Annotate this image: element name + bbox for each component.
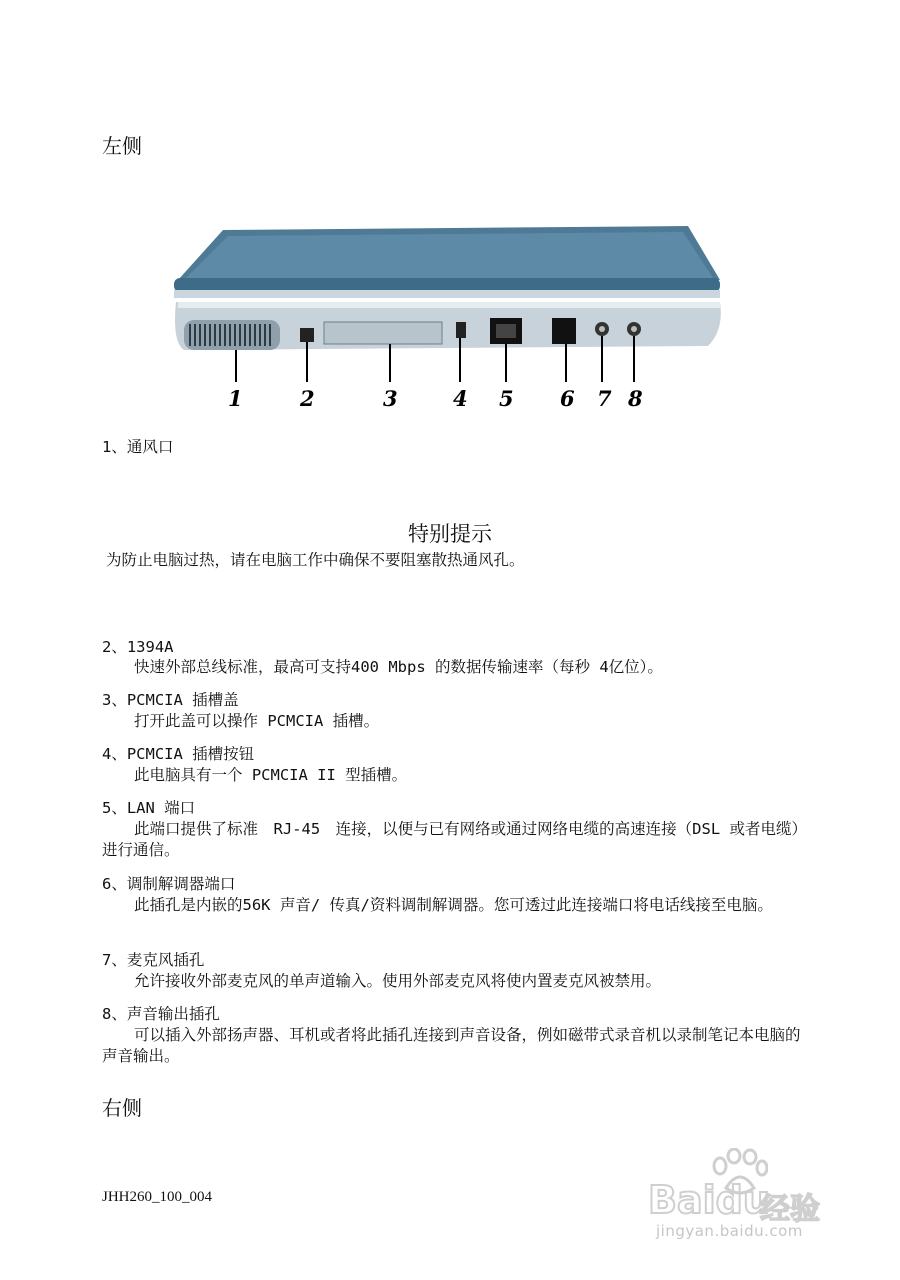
item-6-desc: 此插孔是内嵌的56K 声音/ 传真/资料调制解调器。您可透过此连接端口将电话线接至电脑。 (134, 896, 773, 914)
watermark-brand-2: du (715, 1178, 770, 1222)
notice-title: 特别提示 (408, 522, 492, 546)
baidu-jingyan-watermark (642, 1148, 842, 1238)
item-2-desc: 快速外部总线标准，最高可支持400 Mbps 的数据传输速率（每秒 4亿位）。 (134, 658, 663, 676)
callout-7: 7 (597, 386, 612, 411)
watermark-cn: 经验 (760, 1192, 820, 1227)
item-4-title: 4、PCMCIA 插槽按钮 (102, 745, 255, 763)
item-5-title: 5、LAN 端口 (102, 799, 196, 817)
item-4-desc: 此电脑具有一个 PCMCIA II 型插槽。 (134, 766, 408, 784)
document-code: JHH260_100_004 (102, 1189, 213, 1205)
callout-8: 8 (628, 386, 643, 411)
callout-4: 4 (453, 386, 468, 411)
item-8-title: 8、声音输出插孔 (102, 1005, 220, 1023)
callout-2: 2 (300, 386, 315, 411)
item-2-title: 2、1394A (102, 638, 174, 656)
heading-left-side: 左侧 (102, 134, 142, 158)
item-7-desc: 允许接收外部麦克风的单声道输入。使用外部麦克风将使内置麦克风被禁用。 (134, 972, 662, 990)
item-8-desc: 可以插入外部扬声器、耳机或者将此插孔连接到声音设备，例如磁带式录音机以录制笔记本电脑的声音输出。 (102, 1026, 801, 1065)
heading-right-side: 右侧 (102, 1096, 142, 1120)
item-1-title: 1、通风口 (102, 438, 174, 456)
callout-3: 3 (383, 386, 398, 411)
notice-body: 为防止电脑过热，请在电脑工作中确保不要阻塞散热通风孔。 (106, 551, 525, 569)
callout-5: 5 (499, 386, 514, 411)
laptop-left-side-figure (168, 222, 728, 422)
item-3-title: 3、PCMCIA 插槽盖 (102, 691, 239, 709)
item-7-title: 7、麦克风插孔 (102, 951, 205, 969)
item-5-desc: 此端口提供了标准 RJ-45 连接，以便与已有网络或通过网络电缆的高速连接（DSL 或者电缆）进行通信。 (102, 820, 800, 859)
watermark-brand: Bai (648, 1178, 716, 1222)
item-6-title: 6、调制解调器端口 (102, 875, 236, 893)
item-3-desc: 打开此盖可以操作 PCMCIA 插槽。 (134, 712, 380, 730)
callout-6: 6 (560, 386, 575, 411)
watermark-url: jingyan.baidu.com (656, 1222, 803, 1240)
callout-1: 1 (228, 386, 243, 411)
